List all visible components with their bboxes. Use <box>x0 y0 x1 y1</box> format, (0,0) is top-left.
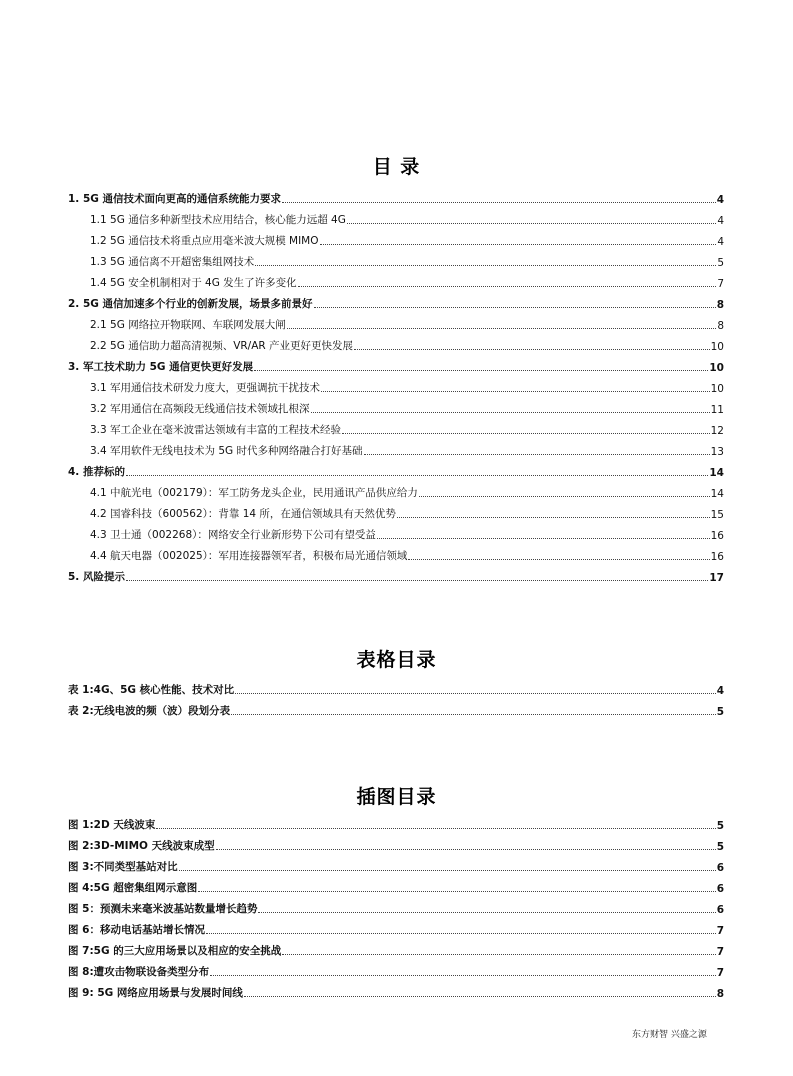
toc-entry[interactable] <box>68 563 724 584</box>
figure-toc-entry-text: 图 9: 5G 网络应用场景与发展时间线 <box>68 987 243 999</box>
table-toc-entry-page-number: 4 <box>716 685 724 697</box>
figure-toc-entry[interactable] <box>68 979 724 1000</box>
toc-entry[interactable] <box>68 374 724 395</box>
figure-toc-entry-text: 图 8:遭攻击物联设备类型分布 <box>68 966 210 978</box>
figure-toc-entry-page-number: 5 <box>716 820 724 832</box>
toc-entry-page-number: 12 <box>710 425 724 437</box>
dot-leader <box>282 954 715 955</box>
dot-leader <box>377 538 710 539</box>
toc-entry-text: 5. 风险提示 <box>68 571 125 583</box>
figure-toc-entry[interactable] <box>68 895 724 916</box>
dot-leader <box>126 580 708 581</box>
dot-leader <box>235 693 716 694</box>
toc-entry[interactable] <box>68 542 724 563</box>
toc-entry-text: 2.1 5G 网络拉开物联网、车联网发展大闸 <box>90 319 286 331</box>
figure-toc-entry-text: 图 4:5G 超密集组网示意图 <box>68 882 198 894</box>
dot-leader <box>287 328 717 329</box>
toc-entry-page-number: 13 <box>710 446 724 458</box>
toc-entry-page-number: 11 <box>710 404 724 416</box>
dot-leader <box>258 912 715 913</box>
figure-toc-entry-page-number: 7 <box>716 967 724 979</box>
toc-entry[interactable] <box>68 458 724 479</box>
toc-entry-page-number: 5 <box>717 257 724 269</box>
table-toc-entry-text: 表 1:4G、5G 核心性能、技术对比 <box>68 684 235 696</box>
toc-entry-page-number: 8 <box>716 299 724 311</box>
dot-leader <box>320 244 717 245</box>
dot-leader <box>354 349 710 350</box>
figure-toc-entry-page-number: 6 <box>716 883 724 895</box>
dot-leader <box>210 975 716 976</box>
toc-entry-page-number: 4 <box>716 194 724 206</box>
toc-entry-page-number: 16 <box>710 530 724 542</box>
toc-entry-text: 1.1 5G 通信多种新型技术应用结合，核心能力远超 4G <box>90 214 346 226</box>
toc-entry-text: 4.3 卫士通（002268）：网络安全行业新形势下公司有望受益 <box>90 529 376 541</box>
toc-entry-page-number: 10 <box>710 383 724 395</box>
toc-entry-text: 4.2 国睿科技（600562）：背靠 14 所，在通信领域具有天然优势 <box>90 508 396 520</box>
toc-entry-page-number: 7 <box>717 278 724 290</box>
figure-toc-entry-text: 图 3:不同类型基站对比 <box>68 861 178 873</box>
figure-toc-list <box>68 811 724 1000</box>
figure-toc-entry[interactable] <box>68 832 724 853</box>
dot-leader <box>314 307 716 308</box>
dot-leader <box>216 849 716 850</box>
figure-toc-entry[interactable] <box>68 811 724 832</box>
figure-toc-entry-page-number: 6 <box>716 862 724 874</box>
toc-entry-text: 3.2 军用通信在高频段无线通信技术领域扎根深 <box>90 403 310 415</box>
dot-leader <box>282 202 716 203</box>
dot-leader <box>347 223 716 224</box>
toc-entry-page-number: 15 <box>710 509 724 521</box>
toc-entry-text: 1.4 5G 安全机制相对于 4G 发生了许多变化 <box>90 277 297 289</box>
toc-entry-text: 4.1 中航光电（002179）：军工防务龙头企业，民用通讯产品供应给力 <box>90 487 418 499</box>
dot-leader <box>408 559 709 560</box>
toc-entry-page-number: 14 <box>709 467 724 479</box>
footer-slogan: 东方财智 兴盛之源 <box>632 1030 707 1040</box>
dot-leader <box>255 265 716 266</box>
figure-toc-entry-page-number: 5 <box>716 841 724 853</box>
dot-leader <box>342 433 710 434</box>
figure-toc-entry-page-number: 7 <box>716 946 724 958</box>
toc-entry[interactable] <box>68 437 724 458</box>
table-toc-list <box>68 676 724 718</box>
dot-leader <box>419 496 710 497</box>
toc-entry-page-number: 4 <box>717 236 724 248</box>
table-toc-entry-page-number: 5 <box>716 706 724 718</box>
dot-leader <box>198 891 715 892</box>
toc-entry-text: 1.2 5G 通信技术将重点应用毫米波大规模 MIMO <box>90 235 319 247</box>
toc-entry-page-number: 4 <box>717 215 724 227</box>
main-toc-list <box>68 185 724 584</box>
dot-leader <box>231 714 716 715</box>
dot-leader <box>206 933 716 934</box>
dot-leader <box>311 412 710 413</box>
dot-leader <box>321 391 710 392</box>
figure-toc-entry-text: 图 2:3D-MIMO 天线波束成型 <box>68 840 215 852</box>
toc-entry-text: 2. 5G 通信加速多个行业的创新发展，场景多前景好 <box>68 298 313 310</box>
toc-entry-page-number: 17 <box>709 572 724 584</box>
figure-toc-entry-text: 图 5：预测未来毫米波基站数量增长趋势 <box>68 903 258 915</box>
figure-toc-entry[interactable] <box>68 874 724 895</box>
toc-entry[interactable] <box>68 248 724 269</box>
figure-toc-entry-text: 图 1:2D 天线波束 <box>68 819 156 831</box>
toc-entry-text: 4.4 航天电器（002025）：军用连接器领军者，积极布局光通信领域 <box>90 550 408 562</box>
dot-leader <box>126 475 708 476</box>
toc-entry-page-number: 16 <box>710 551 724 563</box>
toc-entry[interactable] <box>68 395 724 416</box>
toc-title: 目 录 <box>372 156 421 178</box>
toc-entry[interactable] <box>68 479 724 500</box>
table-toc-entry[interactable] <box>68 676 724 697</box>
dot-leader <box>156 828 715 829</box>
dot-leader <box>179 870 716 871</box>
figure-toc-entry[interactable] <box>68 958 724 979</box>
toc-entry[interactable] <box>68 290 724 311</box>
figure-toc-entry-page-number: 8 <box>716 988 724 1000</box>
toc-entry[interactable] <box>68 521 724 542</box>
dot-leader <box>244 996 716 997</box>
figure-toc-entry[interactable] <box>68 937 724 958</box>
toc-entry[interactable] <box>68 311 724 332</box>
dot-leader <box>364 454 710 455</box>
table-toc-title: 表格目录 <box>356 649 437 671</box>
toc-entry[interactable] <box>68 332 724 353</box>
dot-leader <box>298 286 717 287</box>
toc-entry[interactable] <box>68 353 724 374</box>
toc-entry-text: 3.3 军工企业在毫米波雷达领域有丰富的工程技术经验 <box>90 424 342 436</box>
table-toc-entry[interactable] <box>68 697 724 718</box>
figure-toc-entry[interactable] <box>68 916 724 937</box>
toc-entry-text: 3.4 军用软件无线电技术为 5G 时代多种网络融合打好基础 <box>90 445 363 457</box>
toc-entry-page-number: 10 <box>709 362 724 374</box>
toc-entry-page-number: 8 <box>717 320 724 332</box>
figure-toc-entry[interactable] <box>68 853 724 874</box>
dot-leader <box>254 370 708 371</box>
toc-entry[interactable] <box>68 500 724 521</box>
toc-entry-page-number: 14 <box>710 488 724 500</box>
toc-entry-text: 3. 军工技术助力 5G 通信更快更好发展 <box>68 361 254 373</box>
figure-toc-entry-text: 图 6：移动电话基站增长情况 <box>68 924 205 936</box>
toc-entry-text: 1.3 5G 通信离不开超密集组网技术 <box>90 256 255 268</box>
figure-toc-title: 插图目录 <box>356 786 437 808</box>
figure-toc-entry-page-number: 7 <box>716 925 724 937</box>
figure-toc-entry-text: 图 7:5G 的三大应用场景以及相应的安全挑战 <box>68 945 282 957</box>
figure-toc-entry-page-number: 6 <box>716 904 724 916</box>
toc-entry-text: 3.1 军用通信技术研发力度大，更强调抗干扰技术 <box>90 382 321 394</box>
toc-entry-text: 1. 5G 通信技术面向更高的通信系统能力要求 <box>68 193 282 205</box>
toc-entry[interactable] <box>68 185 724 206</box>
toc-entry[interactable] <box>68 227 724 248</box>
toc-entry-text: 4. 推荐标的 <box>68 466 125 478</box>
toc-entry[interactable] <box>68 269 724 290</box>
toc-entry[interactable] <box>68 206 724 227</box>
toc-entry-page-number: 10 <box>710 341 724 353</box>
toc-entry-text: 2.2 5G 通信助力超高清视频、VR/AR 产业更好更快发展 <box>90 340 354 352</box>
toc-entry[interactable] <box>68 416 724 437</box>
dot-leader <box>397 517 710 518</box>
table-toc-entry-text: 表 2:无线电波的频（波）段划分表 <box>68 705 231 717</box>
